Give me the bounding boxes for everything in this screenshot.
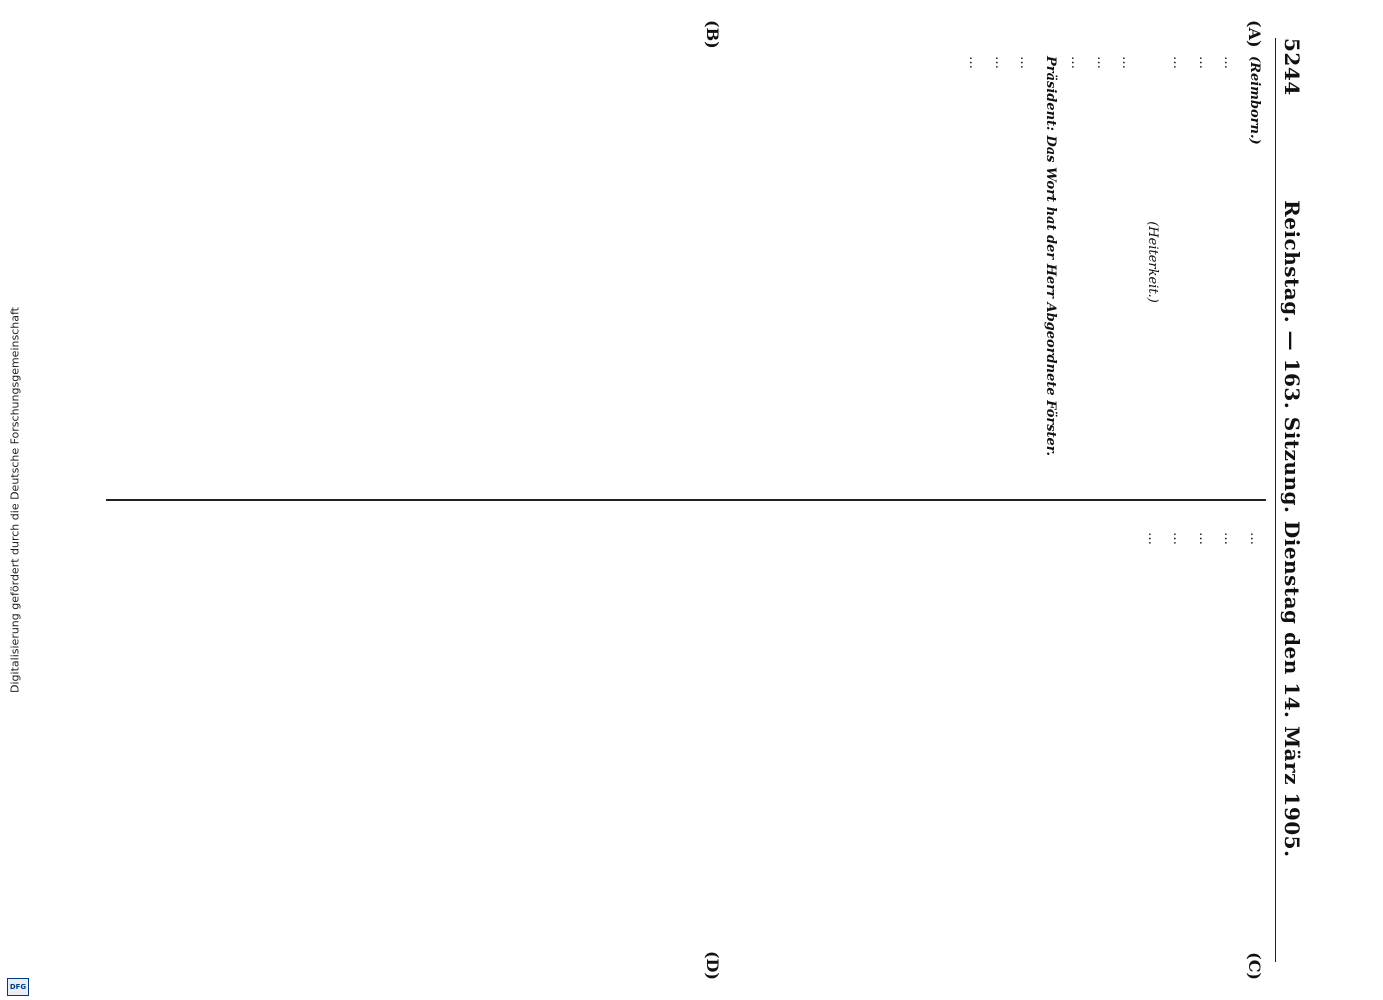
page-title: Reichstag. — 163. Sitzung. Dienstag den 14. März 1905. bbox=[1279, 200, 1304, 858]
page-number: 5244 bbox=[1279, 38, 1304, 96]
margin-marker-a: (A) bbox=[1244, 20, 1264, 48]
margin-marker-b: (B) bbox=[702, 20, 722, 49]
paragraph: … bbox=[1119, 56, 1134, 69]
digitization-credit-text: Digitalisierung gefördert durch die Deutsche Forschungsgemeinschaft bbox=[8, 307, 22, 693]
speaker-line: (Reimborn.) bbox=[1246, 56, 1262, 145]
paragraph: … bbox=[1017, 56, 1032, 69]
paragraph: … bbox=[1068, 56, 1083, 69]
paragraph: … bbox=[1221, 56, 1236, 69]
margin-marker-d: (D) bbox=[702, 950, 722, 980]
paragraph: … bbox=[1144, 532, 1160, 545]
paragraph: … bbox=[1093, 56, 1109, 69]
paragraph: … bbox=[991, 56, 1007, 69]
paragraph: … bbox=[1195, 532, 1211, 545]
paragraph: … bbox=[1246, 532, 1262, 545]
paragraph: … bbox=[966, 56, 981, 69]
margin-marker-c: (C) bbox=[1244, 952, 1264, 980]
column-divider bbox=[106, 499, 1266, 501]
text-column-right bbox=[104, 518, 1264, 958]
digitization-credit-strip bbox=[4, 0, 26, 1000]
text-column-left bbox=[104, 42, 1264, 482]
rotated-document-page bbox=[62, 20, 1322, 980]
paragraph: … bbox=[1170, 56, 1185, 69]
paragraph: … bbox=[1221, 532, 1236, 545]
president-line: Präsident: Das Wort hat der Herr Abgeordnete Förster. bbox=[1042, 56, 1058, 456]
header-rule bbox=[1275, 38, 1276, 962]
paragraph: … bbox=[1195, 56, 1211, 69]
paragraph: … bbox=[1170, 532, 1185, 545]
dfg-logo-icon: DFG bbox=[7, 978, 29, 996]
page-header bbox=[1278, 38, 1306, 962]
stage-direction: (Heiterkeit.) bbox=[1144, 221, 1160, 303]
